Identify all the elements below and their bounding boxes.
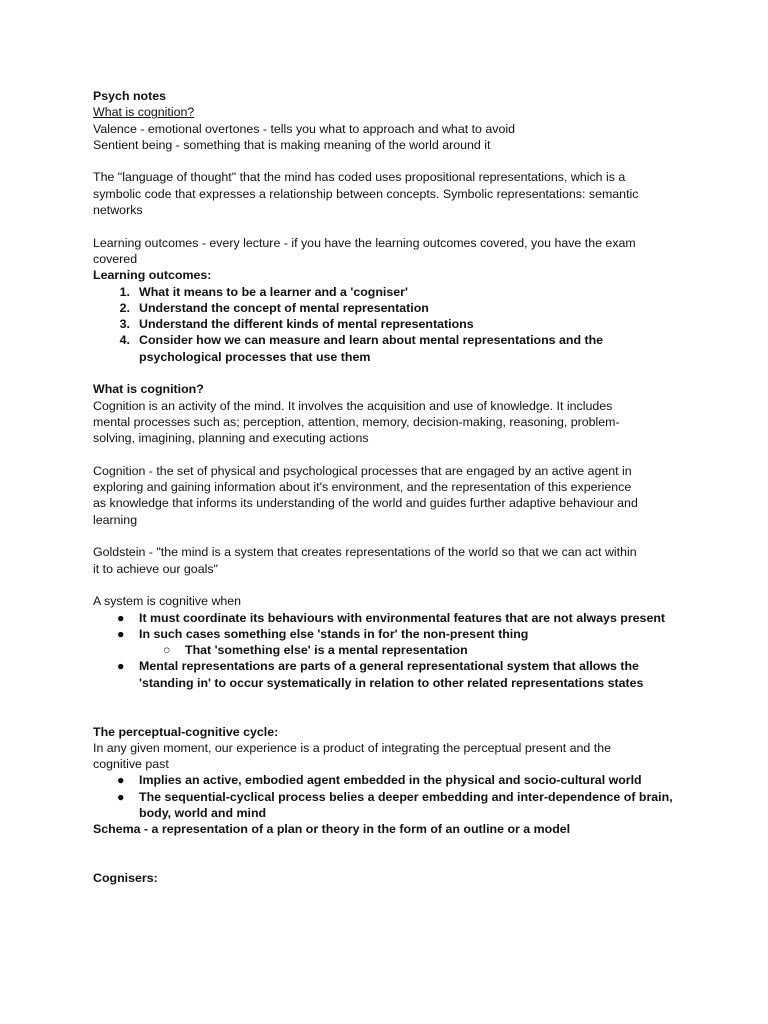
spacer [93,838,683,854]
list-number: 2. [119,300,130,315]
valence-line: Valence - emotional overtones - tells you what to approach and what to avoid [93,121,515,136]
list-number: 1. [119,284,130,299]
list-item-text: The sequential-cyclical process belies a deeper embedding and inter-dependence of brain, [139,789,673,804]
list-item-text: Consider how we can measure and learn about mental representations and the [139,333,604,348]
what-is-cognition-heading: What is cognition? [93,382,204,397]
spacer [93,577,683,593]
perceptual-cognitive-heading: The perceptual-cognitive cycle: [93,724,279,739]
document-page [93,88,683,887]
paragraph-line: learning [93,512,138,527]
list-item-text: Implies an active, embodied agent embedded in the physical and socio-cultural world [139,773,642,788]
cognitive-system-list-continued [93,658,683,691]
spacer [93,854,683,870]
sub-list-item [93,642,683,658]
list-item [93,332,683,365]
spacer [93,365,683,381]
list-item-text: It must coordinate its behaviours with environmental features that are not always present [139,610,666,625]
list-item [93,772,683,788]
list-item-text: Understand the different kinds of mental representations [139,317,474,332]
section-subtitle: What is cognition? [93,105,195,120]
paragraph-line: cognitive past [93,757,169,772]
spacer [93,447,683,463]
paragraph-line: Goldstein - "the mind is a system that creates representations of the world so that we can act within [93,545,637,560]
list-item-text: 'standing in' to occur systematically in relation to other related representations states [139,675,644,690]
spacer [93,218,683,234]
list-item [93,626,683,642]
paragraph-line: Learning outcomes - every lecture - if you have the learning outcomes covered, you have the exam [93,235,636,250]
paragraph-line: as knowledge that informs its understanding of the world and guides further adaptive behaviour and [93,496,638,511]
list-item [93,789,683,822]
list-item [93,316,683,332]
cognitive-system-heading: A system is cognitive when [93,594,242,609]
list-number: 4. [119,333,130,348]
list-item-text: psychological processes that use them [139,349,371,364]
paragraph-line: The "language of thought" that the mind has coded uses propositional representations, which is a [93,170,626,185]
goldstein-quote [93,544,683,577]
learning-outcomes-list [93,284,683,365]
paragraph-line: symbolic code that expresses a relationship between concepts. Symbolic representations: semantic [93,186,639,201]
spacer [93,691,683,707]
cognition-definition-paragraph [93,463,683,528]
perceptual-cognitive-paragraph [93,740,683,773]
spacer [93,707,683,723]
paragraph-line: In any given moment, our experience is a product of integrating the perceptual present and the [93,740,611,755]
list-item-text: In such cases something else 'stands in for' the non-present thing [139,626,529,641]
paragraph-line: networks [93,203,143,218]
list-item-text: What it means to be a learner and a 'cogniser' [139,284,408,299]
list-item [93,300,683,316]
paragraph-line: Cognition - the set of physical and psychological processes that are engaged by an active agent in [93,463,632,478]
list-item-text: Mental representations are parts of a general representational system that allows the [139,659,639,674]
sub-list [93,642,683,658]
list-item-text: That 'something else' is a mental representation [185,643,468,658]
list-item [93,610,683,626]
schema-line: Schema - a representation of a plan or theory in the form of an outline or a model [93,822,571,837]
sentient-line: Sentient being - something that is making meaning of the world around it [93,137,491,152]
paragraph-line: covered [93,251,138,266]
paragraph-line: solving, imagining, planning and executing actions [93,431,369,446]
spacer [93,153,683,169]
cognisers-heading: Cognisers: [93,871,158,886]
document-title: Psych notes [93,89,166,103]
circle-bullet-icon: ○ [163,643,171,658]
list-item [93,284,683,300]
bullet-icon: ● [117,659,125,674]
paragraph-line: exploring and gaining information about it's environment, and the representation of this experience [93,480,632,495]
cognition-paragraph [93,398,683,447]
bullet-icon: ● [117,789,125,804]
list-item-text: body, world and mind [139,806,267,821]
paragraph-line: Cognition is an activity of the mind. It involves the acquisition and use of knowledge. It includes [93,398,613,413]
spacer [93,528,683,544]
perceptual-cognitive-list [93,772,683,821]
paragraph-line: mental processes such as; perception, attention, memory, decision-making, reasoning, problem- [93,414,620,429]
bullet-icon: ● [117,773,125,788]
bullet-icon: ● [117,610,125,625]
list-item [93,658,683,691]
cognitive-system-list [93,610,683,643]
language-of-thought-paragraph [93,169,683,218]
list-item-text: Understand the concept of mental representation [139,300,429,315]
learning-outcomes-heading: Learning outcomes: [93,268,212,283]
bullet-icon: ● [117,626,125,641]
list-number: 3. [119,317,130,332]
paragraph-line: it to achieve our goals" [93,561,218,576]
learning-outcomes-intro [93,235,683,268]
